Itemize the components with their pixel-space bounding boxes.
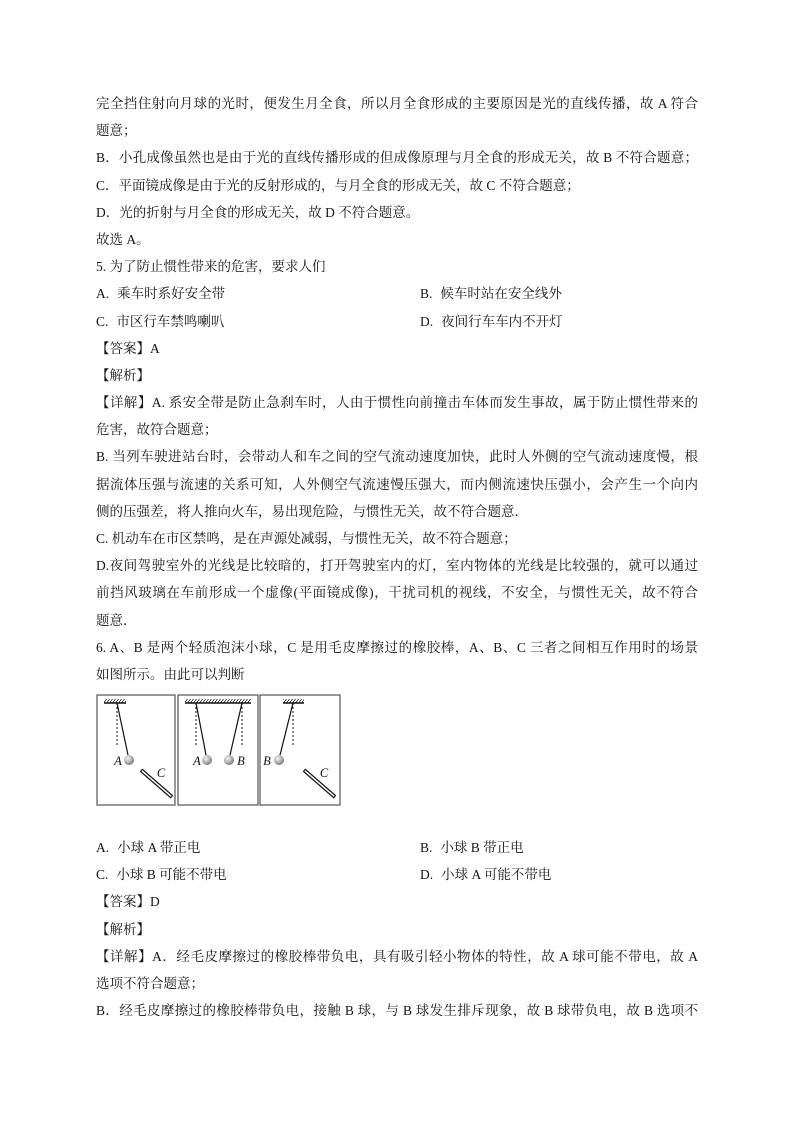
analysis-heading: 【解析】: [96, 921, 150, 937]
option-d: [420, 308, 744, 335]
question-6-stem: [96, 634, 698, 688]
option-text: 小球 A 可能不带电: [441, 867, 552, 883]
detail-line: 选项不符合题意；: [96, 975, 204, 991]
ball-label: A: [193, 754, 201, 768]
detail-line: C. 机动车在市区禁鸣，是在声源处减弱，与惯性无关，故不符合题意；: [96, 531, 517, 546]
figure-panel-3: [260, 695, 340, 805]
rod-label: C: [156, 766, 166, 780]
rod-label: C: [319, 766, 329, 780]
pendulum-figure: [96, 693, 344, 808]
detail-line: [96, 943, 698, 970]
option-label: C.: [96, 867, 109, 883]
ball-label: B: [237, 754, 245, 768]
detail-line: 前挡风玻璃在车前形成一个虚像(平面镜成像)，干扰司机的视线，不安全，与惯性无关，故不符合: [96, 585, 698, 601]
question-4-solution-tail: [96, 90, 698, 253]
string: [117, 703, 128, 755]
answer-tag: 【答案】: [96, 340, 150, 356]
question-6: [96, 834, 698, 1024]
option-label: D.: [420, 867, 434, 883]
option-label: A.: [96, 286, 110, 302]
options-row: [96, 280, 698, 307]
option-label: C.: [96, 313, 109, 329]
ball-a: [124, 755, 134, 765]
option-b: [420, 280, 744, 307]
option-label: A.: [96, 840, 110, 855]
analysis-heading: 【解析】: [96, 367, 150, 383]
string: [196, 703, 206, 755]
question-5: [96, 253, 698, 634]
option-text: 夜间行车车内不开灯: [441, 313, 563, 329]
option-text: 市区行车禁鸣喇叭: [116, 313, 225, 329]
detail-line: 题意．: [96, 612, 137, 628]
option-c: [96, 861, 420, 888]
detail-tag: 【详解】: [96, 395, 152, 411]
options-row: [96, 834, 698, 861]
answer-value: D: [150, 894, 160, 910]
option-text: 小球 A 带正电: [117, 840, 201, 855]
detail-tag: 【详解】: [96, 948, 153, 964]
ball-b: [274, 755, 284, 765]
answer-tag: 【答案】: [96, 894, 150, 910]
solution-line: 题意；: [96, 123, 137, 139]
option-text: 乘车时系好安全带: [117, 286, 226, 302]
option-c: [96, 308, 420, 335]
ball-b: [224, 755, 234, 765]
option-text: 小球 B 带正电: [440, 840, 524, 855]
option-text: 候车时站在安全线外: [440, 286, 562, 302]
detail-line: B．经毛皮摩擦过的橡胶棒带负电，接触 B 球，与 B 球发生排斥现象，故 B 球带负电，故 B 选项不: [96, 1003, 698, 1019]
detail-line: D.夜间驾驶室外的光线是比较暗的，打开驾驶室内的灯，室内物体的光线是比较强的，就可以通过: [96, 558, 698, 574]
string: [280, 703, 293, 755]
option-a: [96, 834, 420, 861]
figure-panel-2: [178, 695, 258, 805]
detail-line: B. 当列车驶进站台时，会带动人和车之间的空气流动速度加快，此时人外侧的空气流动速度慢，根: [96, 449, 698, 465]
options-row: [96, 861, 698, 888]
ball-label: B: [263, 754, 271, 768]
question-stem: 6. A、B 是两个轻质泡沫小球，C 是用毛皮摩擦过的橡胶棒，A、B、C 三者之间相互作用时的场景: [96, 639, 698, 655]
final-choice-line: 故选 A。: [96, 231, 150, 247]
solution-line: D．光的折射与月全食的形成无关，故 D 不符合题意。: [96, 204, 420, 220]
panel-frame: [178, 695, 258, 805]
answer-value: A: [150, 340, 160, 356]
solution-line: C．平面镜成像是由于光的反射形成的，与月全食的形成无关，故 C 不符合题意；: [96, 177, 580, 193]
answer-line: [96, 888, 698, 915]
figure-panel-1: [97, 695, 175, 805]
answer-line: [96, 335, 698, 362]
question-stem: 如图所示。由此可以判断: [96, 666, 245, 682]
solution-line: B．小孔成像虽然也是由于光的直线传播形成的但成像原理与月全食的形成无关，故 B 不符合题意；: [96, 150, 698, 166]
detail-text: A．经毛皮摩擦过的橡胶棒带负电，具有吸引轻小物体的特性，故 A 球可能不带电，故 A: [152, 948, 698, 964]
document-body-lower: [96, 834, 698, 1024]
option-label: B.: [420, 286, 433, 302]
option-label: D.: [420, 313, 434, 329]
detail-text: A. 系安全带是防止急刹车时，人由于惯性向前撞击车体而发生事故，属于防止惯性带来的: [151, 395, 699, 411]
detail-line: 侧的压强差，将人推向火车，易出现危险，与惯性无关，故不符合题意．: [96, 503, 528, 519]
option-d: [420, 861, 744, 888]
solution-line: 完全挡住射向月球的光时，便发生月全食，所以月全食形成的主要原因是光的直线传播，故 A 符合: [96, 96, 698, 111]
option-a: [96, 280, 420, 307]
option-label: B.: [420, 840, 433, 855]
detail-line: 危害，故符合题意；: [96, 422, 218, 438]
detail-line: 据流体压强与流速的关系可知，人外侧空气流速慢压强大，而内侧流速快压强小，会产生一个向内: [96, 476, 698, 492]
option-text: 小球 B 可能不带电: [116, 867, 227, 883]
detail-line: [96, 389, 698, 416]
question-stem: 5. 为了防止惯性带来的危害，要求人们: [96, 259, 326, 275]
ball-a: [202, 755, 212, 765]
document-body-upper: [96, 90, 698, 688]
option-b: [420, 834, 744, 861]
string: [230, 703, 242, 755]
options-row: [96, 308, 698, 335]
ball-label: A: [114, 754, 122, 768]
